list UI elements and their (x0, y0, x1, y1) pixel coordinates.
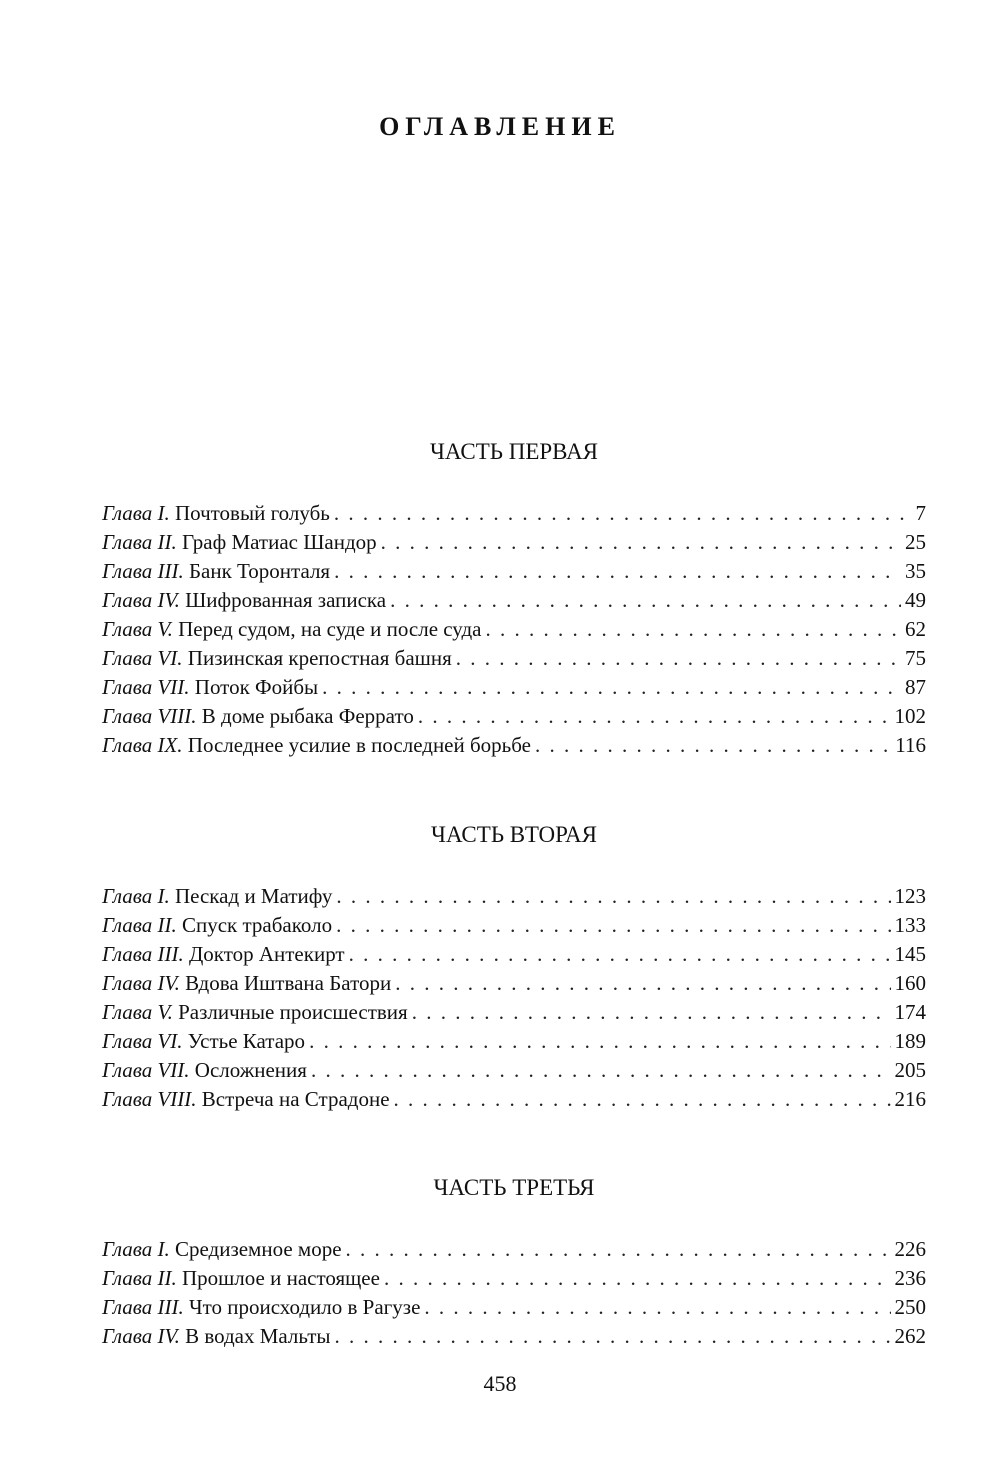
toc-label (102, 1027, 305, 1056)
toc-label (102, 499, 330, 528)
part-1 (102, 432, 926, 760)
toc-entry (102, 1235, 926, 1264)
toc-label (102, 998, 408, 1027)
part-title: ЧАСТЬ ПЕРВАЯ (429, 439, 599, 464)
chapter-number: Глава I. (102, 884, 170, 908)
toc-label (102, 1056, 307, 1085)
toc-entry (102, 1322, 926, 1351)
chapter-title: Граф Матиас Шандор (181, 530, 377, 554)
toc-entry (102, 1264, 926, 1293)
chapter-number: Глава IX. (102, 733, 183, 757)
page-ref: 116 (895, 733, 926, 757)
chapter-number: Глава II. (102, 530, 177, 554)
page-ref: 226 (894, 1237, 926, 1261)
chapter-title: Устье Катаро (187, 1029, 306, 1053)
toc-entry (102, 1293, 926, 1322)
page-ref: 236 (894, 1266, 926, 1290)
dot-leader (322, 673, 901, 702)
toc-label (102, 911, 332, 940)
chapter-title: Средиземное море (174, 1237, 342, 1261)
dot-leader (395, 969, 890, 998)
chapter-title: Что происходило в Рагузе (188, 1295, 421, 1319)
page-title: ОГЛАВЛЕНИЕ (379, 112, 621, 141)
dot-leader (309, 1027, 890, 1056)
chapter-number: Глава IV. (102, 1324, 180, 1348)
toc-label (102, 940, 345, 969)
chapter-title: Различные происшествия (178, 1000, 408, 1024)
page-ref: 205 (894, 1058, 926, 1082)
toc-entry (102, 586, 926, 615)
part-title: ЧАСТЬ ТРЕТЬЯ (433, 1175, 595, 1200)
dot-leader (336, 882, 890, 911)
chapter-number: Глава VII. (102, 1058, 190, 1082)
toc-entry (102, 1085, 926, 1114)
dot-leader (384, 1264, 891, 1293)
toc-label (102, 1293, 420, 1322)
toc-entry (102, 673, 926, 702)
chapter-title: Почтовый голубь (174, 501, 330, 525)
page-ref: 7 (915, 501, 926, 525)
page-ref: 102 (894, 704, 926, 728)
page-ref: 25 (905, 530, 926, 554)
dot-leader (349, 940, 891, 969)
toc-label (102, 969, 391, 998)
dot-leader (336, 911, 890, 940)
chapter-title: Банк Торонталя (188, 559, 331, 583)
chapter-title: Прошлое и настоящее (181, 1266, 380, 1290)
toc-entry (102, 998, 926, 1027)
toc-entry (102, 1056, 926, 1085)
toc-label (102, 528, 377, 557)
toc-label (102, 644, 452, 673)
toc-entry (102, 882, 926, 911)
page-ref: 87 (905, 675, 926, 699)
page-ref: 35 (905, 559, 926, 583)
chapter-number: Глава VI. (102, 1029, 183, 1053)
page-ref: 49 (905, 588, 926, 612)
chapter-number: Глава I. (102, 501, 170, 525)
page-ref: 75 (905, 646, 926, 670)
chapter-title: Осложнения (194, 1058, 307, 1082)
dot-leader (334, 557, 901, 586)
toc-entry (102, 644, 926, 673)
chapter-title: Перед судом, на суде и после суда (178, 617, 482, 641)
toc-label (102, 615, 482, 644)
dot-leader (390, 586, 901, 615)
toc-entry (102, 702, 926, 731)
toc-label (102, 882, 332, 911)
dot-leader (394, 1085, 891, 1114)
toc-entry (102, 1027, 926, 1056)
toc-entry (102, 940, 926, 969)
toc-entry (102, 969, 926, 998)
toc-entry (102, 528, 926, 557)
dot-leader (486, 615, 902, 644)
toc-label (102, 1264, 380, 1293)
chapter-number: Глава II. (102, 1266, 177, 1290)
page-ref: 123 (894, 884, 926, 908)
part-title: ЧАСТЬ ВТОРАЯ (431, 822, 597, 847)
dot-leader (311, 1056, 891, 1085)
dot-leader (424, 1293, 890, 1322)
dot-leader (346, 1235, 891, 1264)
chapter-title: Пизинская крепостная башня (187, 646, 452, 670)
page-ref: 189 (894, 1029, 926, 1053)
dot-leader (412, 998, 891, 1027)
chapter-title: В доме рыбака Феррато (201, 704, 414, 728)
chapter-number: Глава II. (102, 913, 177, 937)
page-ref: 133 (894, 913, 926, 937)
chapter-number: Глава VIII. (102, 1087, 197, 1111)
toc-label (102, 702, 414, 731)
chapter-title: Последнее усилие в последней борьбе (187, 733, 531, 757)
chapter-title: В водах Мальты (185, 1324, 331, 1348)
chapter-number: Глава I. (102, 1237, 170, 1261)
chapter-title: Пескад и Матифу (174, 884, 333, 908)
page-ref: 250 (894, 1295, 926, 1319)
dot-leader (418, 702, 891, 731)
toc-entry (102, 499, 926, 528)
chapter-number: Глава III. (102, 1295, 184, 1319)
dot-leader (381, 528, 901, 557)
chapter-number: Глава IV. (102, 971, 180, 995)
toc-label (102, 673, 318, 702)
page-ref: 160 (894, 971, 926, 995)
page-ref: 174 (894, 1000, 926, 1024)
dot-leader (535, 731, 891, 760)
chapter-number: Глава III. (102, 559, 184, 583)
toc-entry (102, 911, 926, 940)
chapter-title: Вдова Иштвана Батори (185, 971, 392, 995)
dot-leader (456, 644, 901, 673)
chapter-number: Глава VIII. (102, 704, 197, 728)
toc-entry (102, 615, 926, 644)
page-number: 458 (483, 1371, 517, 1396)
chapter-number: Глава VI. (102, 646, 183, 670)
chapter-number: Глава V. (102, 617, 173, 641)
chapter-title: Поток Фойбы (194, 675, 319, 699)
page-ref: 145 (894, 942, 926, 966)
toc-label (102, 586, 386, 615)
chapter-title: Встреча на Страдоне (201, 1087, 390, 1111)
toc-label (102, 1235, 342, 1264)
toc-entry (102, 557, 926, 586)
part-3 (102, 1168, 926, 1351)
chapter-title: Спуск трабаколо (181, 913, 333, 937)
chapter-number: Глава V. (102, 1000, 173, 1024)
chapter-number: Глава IV. (102, 588, 180, 612)
toc-entry (102, 731, 926, 760)
page-ref: 62 (905, 617, 926, 641)
dot-leader (334, 499, 912, 528)
chapter-number: Глава III. (102, 942, 184, 966)
toc-label (102, 731, 531, 760)
page-ref: 216 (894, 1087, 926, 1111)
part-2 (102, 815, 926, 1114)
page-ref: 262 (894, 1324, 926, 1348)
chapter-number: Глава VII. (102, 675, 190, 699)
toc-label (102, 1322, 330, 1351)
chapter-title: Шифрованная записка (185, 588, 387, 612)
toc-label (102, 1085, 390, 1114)
toc-label (102, 557, 330, 586)
dot-leader (334, 1322, 890, 1351)
chapter-title: Доктор Антекирт (188, 942, 345, 966)
